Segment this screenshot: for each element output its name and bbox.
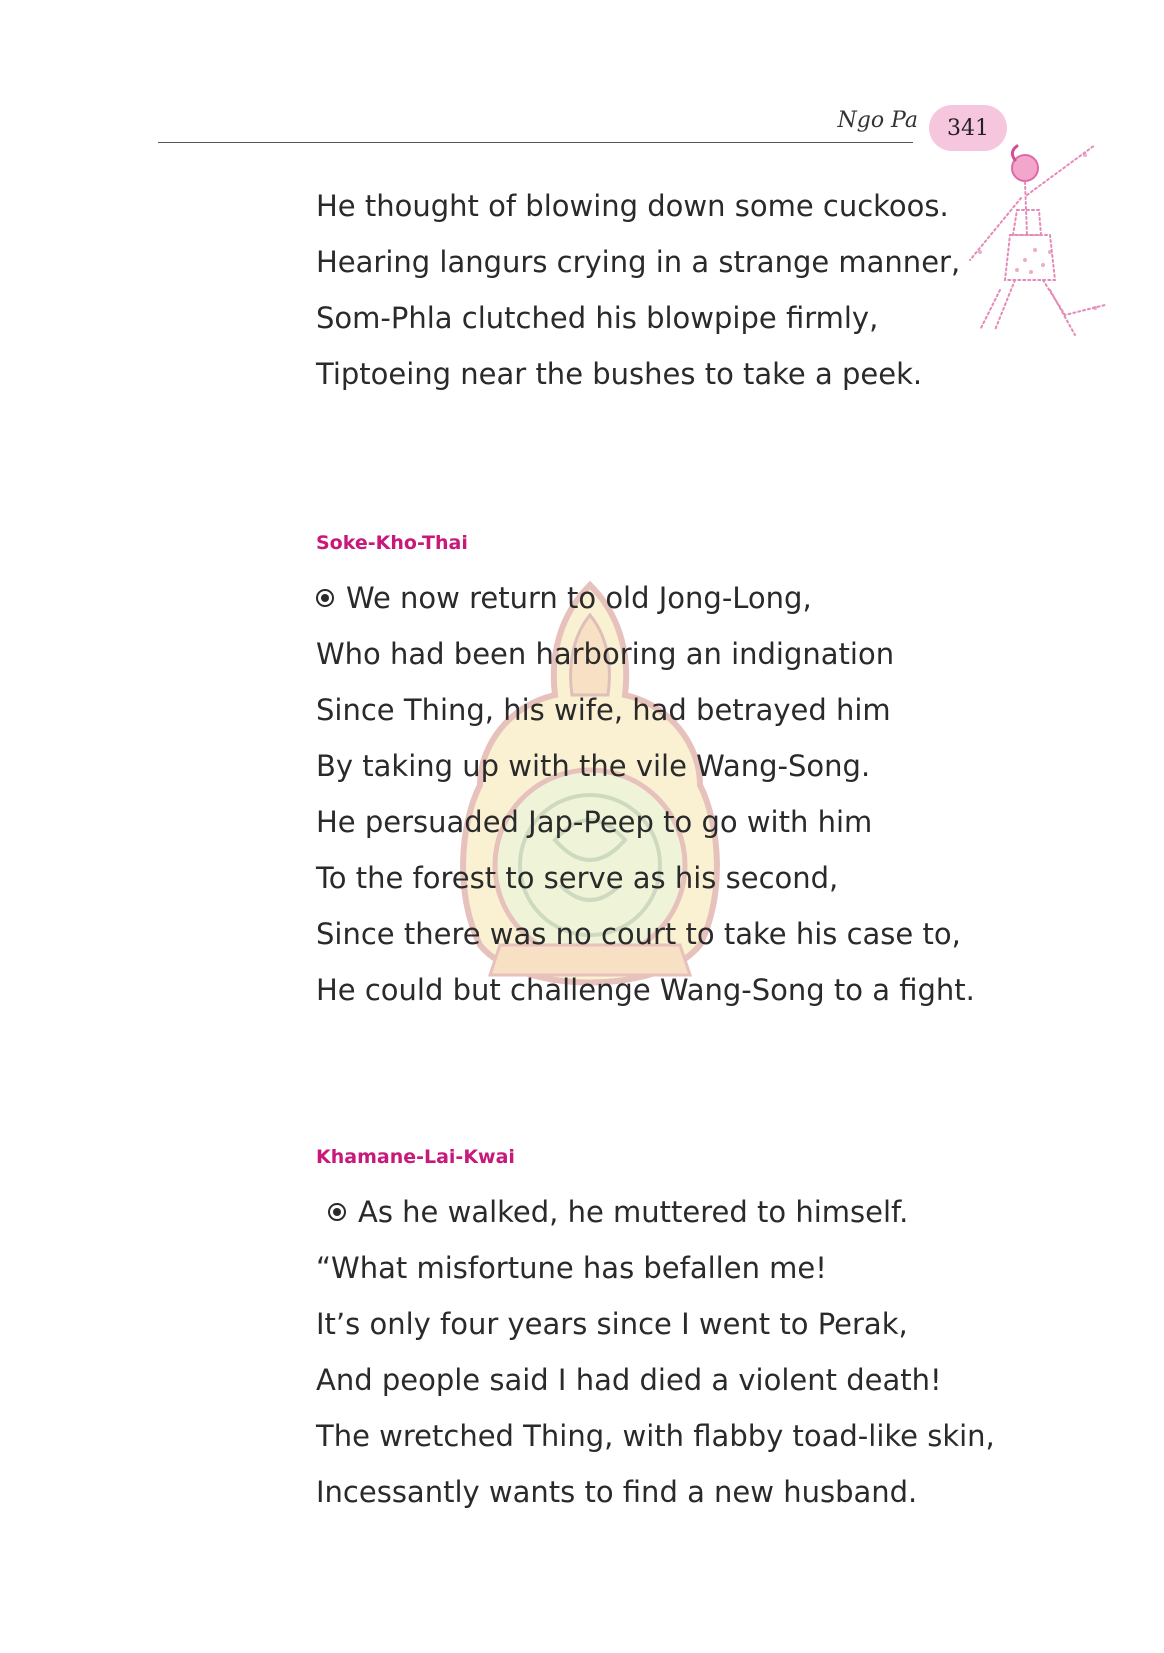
verse-line: To the forest to serve as his second,	[316, 861, 839, 895]
verse-line-first	[316, 570, 975, 626]
verse-line: He thought of blowing down some cuckoos.	[316, 189, 949, 223]
verse-line: He could but challenge Wang-Song to a fight.	[316, 973, 975, 1007]
verse-line: Since there was no court to take his case to,	[316, 917, 961, 951]
verse-line: It’s only four years since I went to Perak,	[316, 1307, 908, 1341]
verse-line: “What misfortune has befallen me!	[316, 1251, 827, 1285]
stanza-khamane-lai-kwai	[316, 1184, 995, 1520]
verse-line-text: As he walked, he muttered to himself.	[358, 1195, 909, 1229]
dancer-illustration-icon	[955, 140, 1115, 350]
verse-line: The wretched Thing, with flabby toad-like skin,	[316, 1419, 995, 1453]
circled-dot-icon	[316, 589, 334, 607]
page-number: 341	[947, 115, 989, 141]
verse-line: He persuaded Jap-Peep to go with him	[316, 805, 873, 839]
verse-line: Hearing langurs crying in a strange manner,	[316, 245, 961, 279]
verse-line: By taking up with the vile Wang-Song.	[316, 749, 871, 783]
verse-line: Som-Phla clutched his blowpipe firmly,	[316, 301, 879, 335]
running-head: Ngo Pa	[837, 108, 918, 133]
stanza-1	[316, 178, 960, 402]
section-heading-soke-kho-thai: Soke-Kho-Thai	[316, 532, 468, 554]
verse-line-first	[316, 1184, 995, 1240]
verse-line: And people said I had died a violent death!	[316, 1363, 942, 1397]
verse-line: Since Thing, his wife, had betrayed him	[316, 693, 891, 727]
verse-line: Tiptoeing near the bushes to take a peek.	[316, 357, 923, 391]
verse-line: Incessantly wants to find a new husband.	[316, 1475, 918, 1509]
circled-dot-icon	[328, 1203, 346, 1221]
header-rule	[158, 142, 913, 143]
stanza-soke-kho-thai	[316, 570, 975, 1018]
verse-line: Who had been harboring an indignation	[316, 637, 895, 671]
verse-line-text: We now return to old Jong-Long,	[346, 581, 812, 615]
section-heading-khamane-lai-kwai: Khamane-Lai-Kwai	[316, 1146, 515, 1168]
